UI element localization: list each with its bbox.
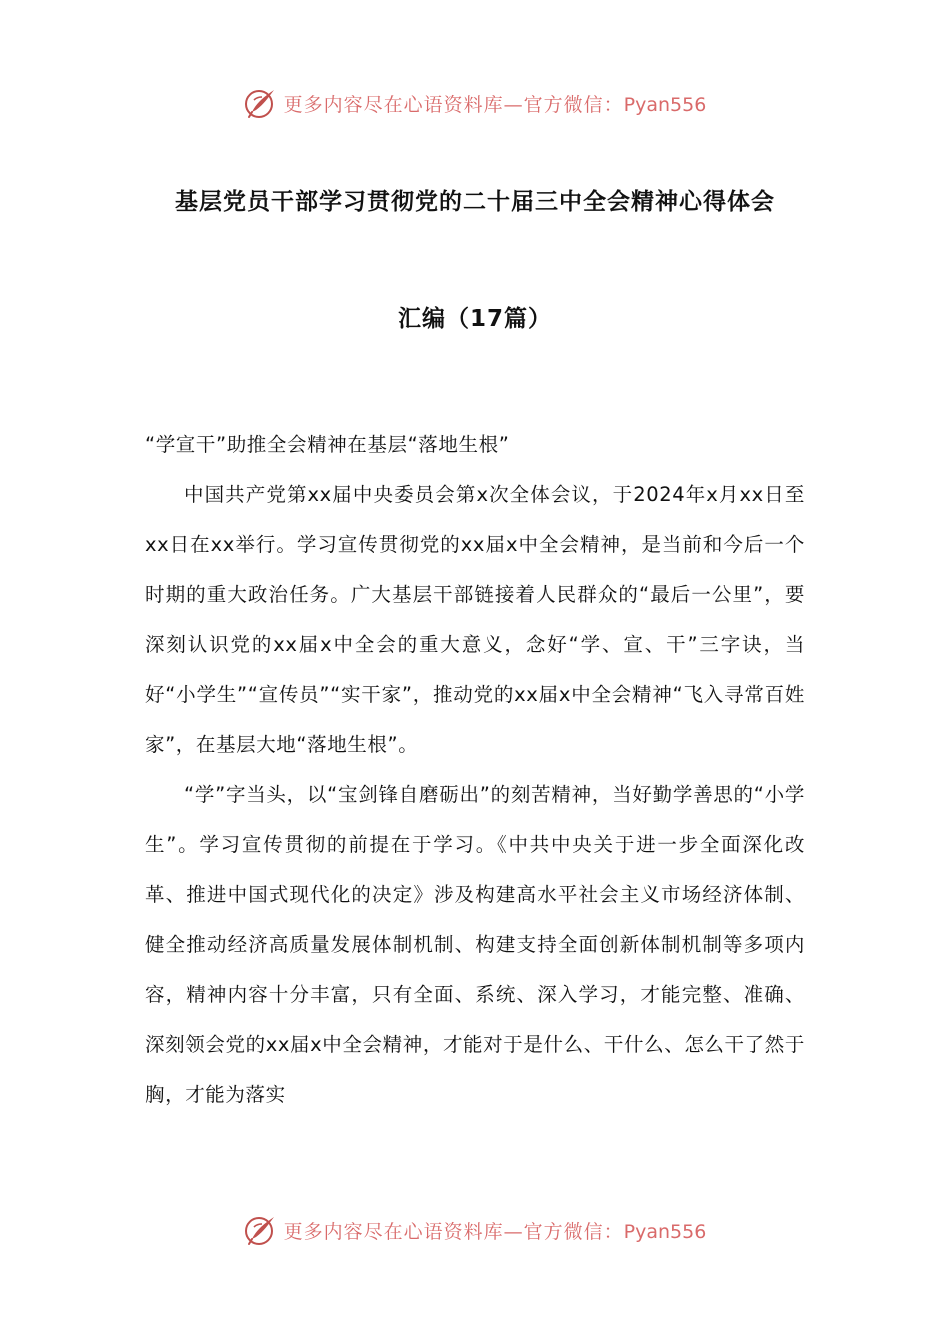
section-subheading: “学宣干”助推全会精神在基层“落地生根”: [145, 433, 510, 456]
document-title-line-1: 基层党员干部学习贯彻党的二十届三中全会精神心得体会: [175, 189, 775, 215]
watermark-wechat-id: Pyan556: [623, 93, 707, 116]
document-body: [145, 420, 805, 1120]
body-paragraph-2: “学”字当头，以“宝剑锋自磨砺出”的刻苦精神，当好勤学善思的“小学生”。学习宣传贯彻的前提在于学习。《中共中央关于进一步全面深化改革、推进中国式现代化的决定》涉及构建高水平社会主义市场经济体制、健全推动经济高质量发展体制机制、构建支持全面创新体制机制等多项内容，精神内容十分丰富，只有全面、系统、深入学习，才能完整、准确、深刻领会党的xx届x中全会精神，才能对于是什么、干什么、怎么干了然于胸，才能为落实: [145, 783, 805, 1106]
watermark-wechat-id: Pyan556: [623, 1220, 707, 1243]
watermark-label: 更多内容尽在心语资料库—官方微信：: [283, 1220, 624, 1243]
watermark-label: 更多内容尽在心语资料库—官方微信：: [283, 93, 624, 116]
footer-watermark: [0, 1210, 950, 1250]
quill-pen-logo-icon: [244, 86, 278, 120]
header-watermark: [0, 83, 950, 123]
watermark-text: [284, 1217, 707, 1244]
watermark-text: [284, 90, 707, 117]
body-paragraph-1: 中国共产党第xx届中央委员会第x次全体会议，于2024年x月xx日至xx日在xx举行。学习宣传贯彻党的xx届x中全会精神，是当前和今后一个时期的重大政治任务。广大基层干部链接着人民群众的“最后一公里”，要深刻认识党的xx届x中全会的重大意义，念好“学、宣、干”三字诀，当好“小学生”“宣传员”“实干家”，推动党的xx届x中全会精神“飞入寻常百姓家”，在基层大地“落地生根”。: [145, 483, 805, 756]
document-title-line-2: 汇编（17篇）: [397, 306, 552, 332]
quill-pen-logo-icon: [244, 1213, 278, 1247]
